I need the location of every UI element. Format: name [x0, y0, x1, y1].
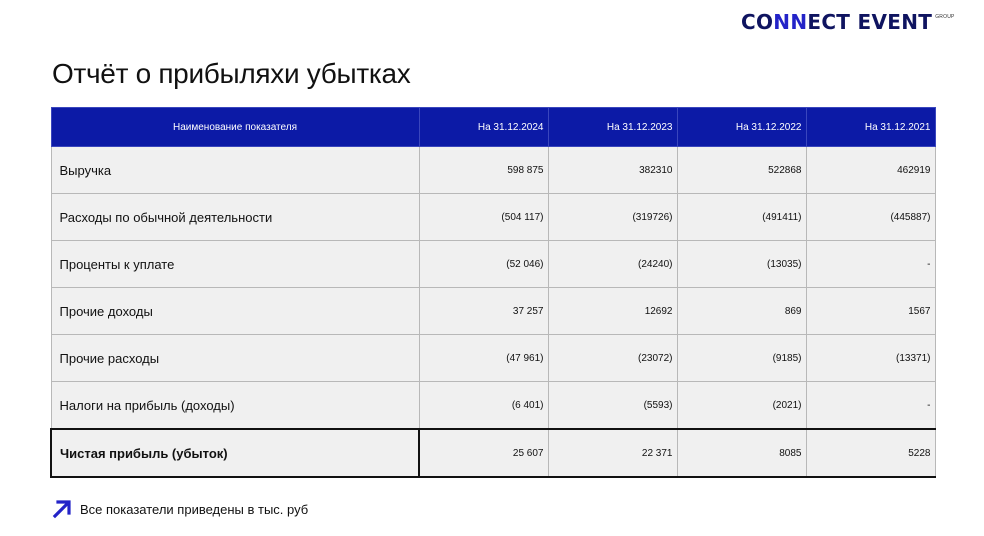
cell-value: 12692	[548, 288, 677, 335]
row-label: Прочие доходы	[51, 288, 419, 335]
cell-value: 462919	[806, 147, 935, 194]
footnote	[52, 499, 308, 519]
cell-value: -	[806, 241, 935, 288]
table-header-row	[51, 108, 935, 147]
cell-value: (445887)	[806, 194, 935, 241]
cell-value: 37 257	[419, 288, 548, 335]
cell-value: (23072)	[548, 335, 677, 382]
cell-value: 522868	[677, 147, 806, 194]
column-header-2021: На 31.12.2021	[806, 108, 935, 147]
table-row	[51, 335, 935, 382]
cell-value: 598 875	[419, 147, 548, 194]
arrow-up-right-icon	[52, 499, 72, 519]
cell-value: (2021)	[677, 382, 806, 430]
cell-value: (52 046)	[419, 241, 548, 288]
cell-value: (13035)	[677, 241, 806, 288]
column-header-indicator: Наименование показателя	[51, 108, 419, 147]
column-header-2023: На 31.12.2023	[548, 108, 677, 147]
cell-value: 382310	[548, 147, 677, 194]
table-row	[51, 194, 935, 241]
cell-value: (47 961)	[419, 335, 548, 382]
column-header-2024: На 31.12.2024	[419, 108, 548, 147]
page-title: Отчёт о прибыляхи убытках	[52, 58, 411, 89]
table-row	[51, 382, 935, 430]
cell-value: 1567	[806, 288, 935, 335]
column-header-2022: На 31.12.2022	[677, 108, 806, 147]
table-row	[51, 241, 935, 288]
total-value: 8085	[677, 429, 806, 477]
total-value: 25 607	[419, 429, 548, 477]
logo-subtitle: GROUP	[935, 14, 955, 20]
logo-text-end: ECT EVENT	[807, 10, 933, 34]
income-statement-table	[50, 107, 936, 478]
logo-text-accent: NN	[773, 10, 808, 34]
total-value: 22 371	[548, 429, 677, 477]
cell-value: (24240)	[548, 241, 677, 288]
cell-value: (504 117)	[419, 194, 548, 241]
row-label: Налоги на прибыль (доходы)	[51, 382, 419, 430]
row-label: Выручка	[51, 147, 419, 194]
brand-logo	[741, 10, 955, 34]
cell-value: -	[806, 382, 935, 430]
cell-value: (491411)	[677, 194, 806, 241]
table-row	[51, 288, 935, 335]
total-label: Чистая прибыль (убыток)	[51, 429, 419, 477]
row-label: Прочие расходы	[51, 335, 419, 382]
table-total-row	[51, 429, 935, 477]
cell-value: (5593)	[548, 382, 677, 430]
footnote-text: Все показатели приведены в тыс. руб	[80, 501, 309, 517]
logo-text-start: CO	[741, 10, 774, 34]
row-label: Проценты к уплате	[51, 241, 419, 288]
cell-value: (13371)	[806, 335, 935, 382]
cell-value: (6 401)	[419, 382, 548, 430]
cell-value: (319726)	[548, 194, 677, 241]
table-row	[51, 147, 935, 194]
cell-value: 869	[677, 288, 806, 335]
cell-value: (9185)	[677, 335, 806, 382]
total-value: 5228	[806, 429, 935, 477]
row-label: Расходы по обычной деятельности	[51, 194, 419, 241]
